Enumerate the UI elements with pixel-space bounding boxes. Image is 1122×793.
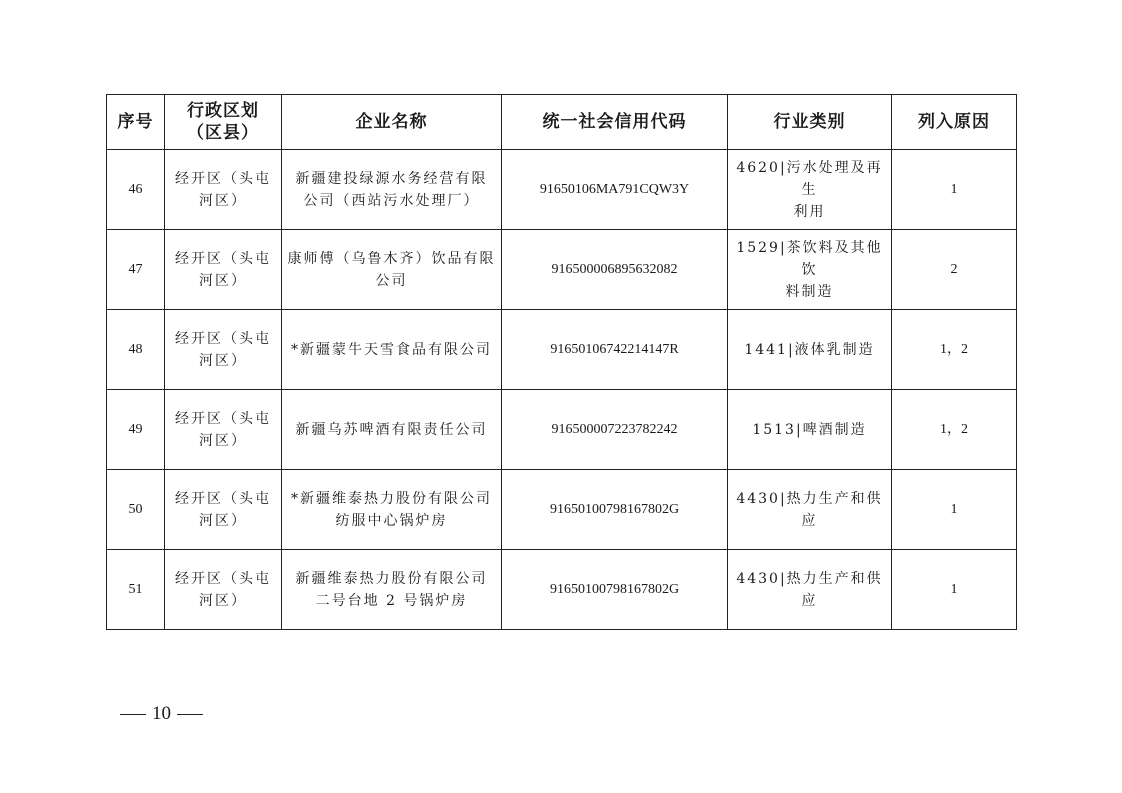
cell-industry-line1: 4430|热力生产和供应: [736, 490, 883, 529]
cell-company: [282, 470, 502, 550]
cell-company-line2: 二号台地 2 号锅炉房: [315, 592, 468, 609]
cell-company-line1: 新疆建投绿源水务经营有限: [295, 170, 488, 187]
cell-seq: 47: [107, 230, 165, 310]
cell-district-line1: 经开区（头屯: [175, 570, 271, 587]
cell-credit-code: 91650100798167802G: [502, 470, 728, 550]
cell-district: [165, 150, 282, 230]
cell-district: [165, 230, 282, 310]
cell-seq: 49: [107, 390, 165, 470]
cell-district: [165, 470, 282, 550]
cell-district: [165, 310, 282, 390]
cell-district-line2: 河区）: [199, 272, 247, 289]
cell-seq: 51: [107, 550, 165, 630]
cell-district-line1: 经开区（头屯: [175, 490, 271, 507]
header-reason: 列入原因: [892, 95, 1017, 150]
cell-credit-code: 916500007223782242: [502, 390, 728, 470]
header-industry: 行业类别: [728, 95, 892, 150]
cell-industry: [728, 230, 892, 310]
cell-seq: 46: [107, 150, 165, 230]
cell-company-line1: *新疆蒙牛天雪食品有限公司: [291, 341, 492, 358]
cell-industry: [728, 310, 892, 390]
cell-district-line2: 河区）: [199, 352, 247, 369]
table-row: [107, 150, 1017, 230]
cell-industry-line2: 利用: [793, 203, 826, 220]
cell-company: [282, 230, 502, 310]
cell-reason: 1: [892, 550, 1017, 630]
cell-district-line2: 河区）: [199, 432, 247, 449]
cell-company: [282, 390, 502, 470]
cell-seq: 50: [107, 470, 165, 550]
cell-reason: 1，2: [892, 310, 1017, 390]
cell-district: [165, 390, 282, 470]
cell-industry: [728, 150, 892, 230]
cell-industry: [728, 470, 892, 550]
table-row: [107, 230, 1017, 310]
cell-industry-line1: 1529|茶饮料及其他饮: [736, 239, 883, 278]
cell-credit-code: 916500006895632082: [502, 230, 728, 310]
cell-company-line1: 康师傅（乌鲁木齐）饮品有限: [287, 250, 496, 267]
table-row: [107, 550, 1017, 630]
cell-company-line2: 公司: [375, 272, 408, 289]
cell-industry-line1: 1513|啤酒制造: [752, 421, 867, 438]
table-row: [107, 470, 1017, 550]
cell-district-line2: 河区）: [199, 592, 247, 609]
page-footer: [114, 703, 209, 725]
enterprise-list-table: [106, 94, 1017, 630]
table-row: [107, 310, 1017, 390]
table-row: [107, 390, 1017, 470]
cell-company: [282, 310, 502, 390]
cell-credit-code: 91650100798167802G: [502, 550, 728, 630]
cell-reason: 1，2: [892, 390, 1017, 470]
header-credit-code: 统一社会信用代码: [502, 95, 728, 150]
cell-company-line1: 新疆乌苏啤酒有限责任公司: [295, 421, 488, 438]
cell-credit-code: 91650106MA791CQW3Y: [502, 150, 728, 230]
cell-industry-line1: 4620|污水处理及再生: [736, 159, 883, 198]
cell-industry: [728, 550, 892, 630]
cell-district-line1: 经开区（头屯: [175, 330, 271, 347]
cell-company-line2: 公司（西站污水处理厂）: [303, 192, 480, 209]
cell-district-line1: 经开区（头屯: [175, 410, 271, 427]
header-seq: 序号: [107, 95, 165, 150]
cell-company-line1: *新疆维泰热力股份有限公司: [291, 490, 492, 507]
cell-seq: 48: [107, 310, 165, 390]
cell-district: [165, 550, 282, 630]
cell-district-line1: 经开区（头屯: [175, 170, 271, 187]
cell-reason: 1: [892, 150, 1017, 230]
cell-company: [282, 550, 502, 630]
cell-credit-code: 91650106742214147R: [502, 310, 728, 390]
header-district: [165, 95, 282, 150]
cell-industry-line1: 1441|液体乳制造: [744, 341, 875, 358]
cell-district-line1: 经开区（头屯: [175, 250, 271, 267]
cell-district-line2: 河区）: [199, 192, 247, 209]
cell-company: [282, 150, 502, 230]
cell-industry-line2: 料制造: [785, 283, 834, 300]
cell-company-line2: 纺服中心锅炉房: [335, 512, 448, 529]
footer-dash-left: [120, 714, 146, 715]
header-district-line2: （区县）: [187, 123, 259, 143]
cell-industry-line1: 4430|热力生产和供应: [736, 570, 883, 609]
footer-dash-right: [177, 714, 203, 715]
page-number: 10: [152, 703, 171, 724]
header-district-line1: 行政区划: [187, 101, 259, 121]
cell-reason: 1: [892, 470, 1017, 550]
cell-industry: [728, 390, 892, 470]
cell-reason: 2: [892, 230, 1017, 310]
table-header-row: [107, 95, 1017, 150]
cell-company-line1: 新疆维泰热力股份有限公司: [295, 570, 488, 587]
cell-district-line2: 河区）: [199, 512, 247, 529]
header-company: 企业名称: [282, 95, 502, 150]
